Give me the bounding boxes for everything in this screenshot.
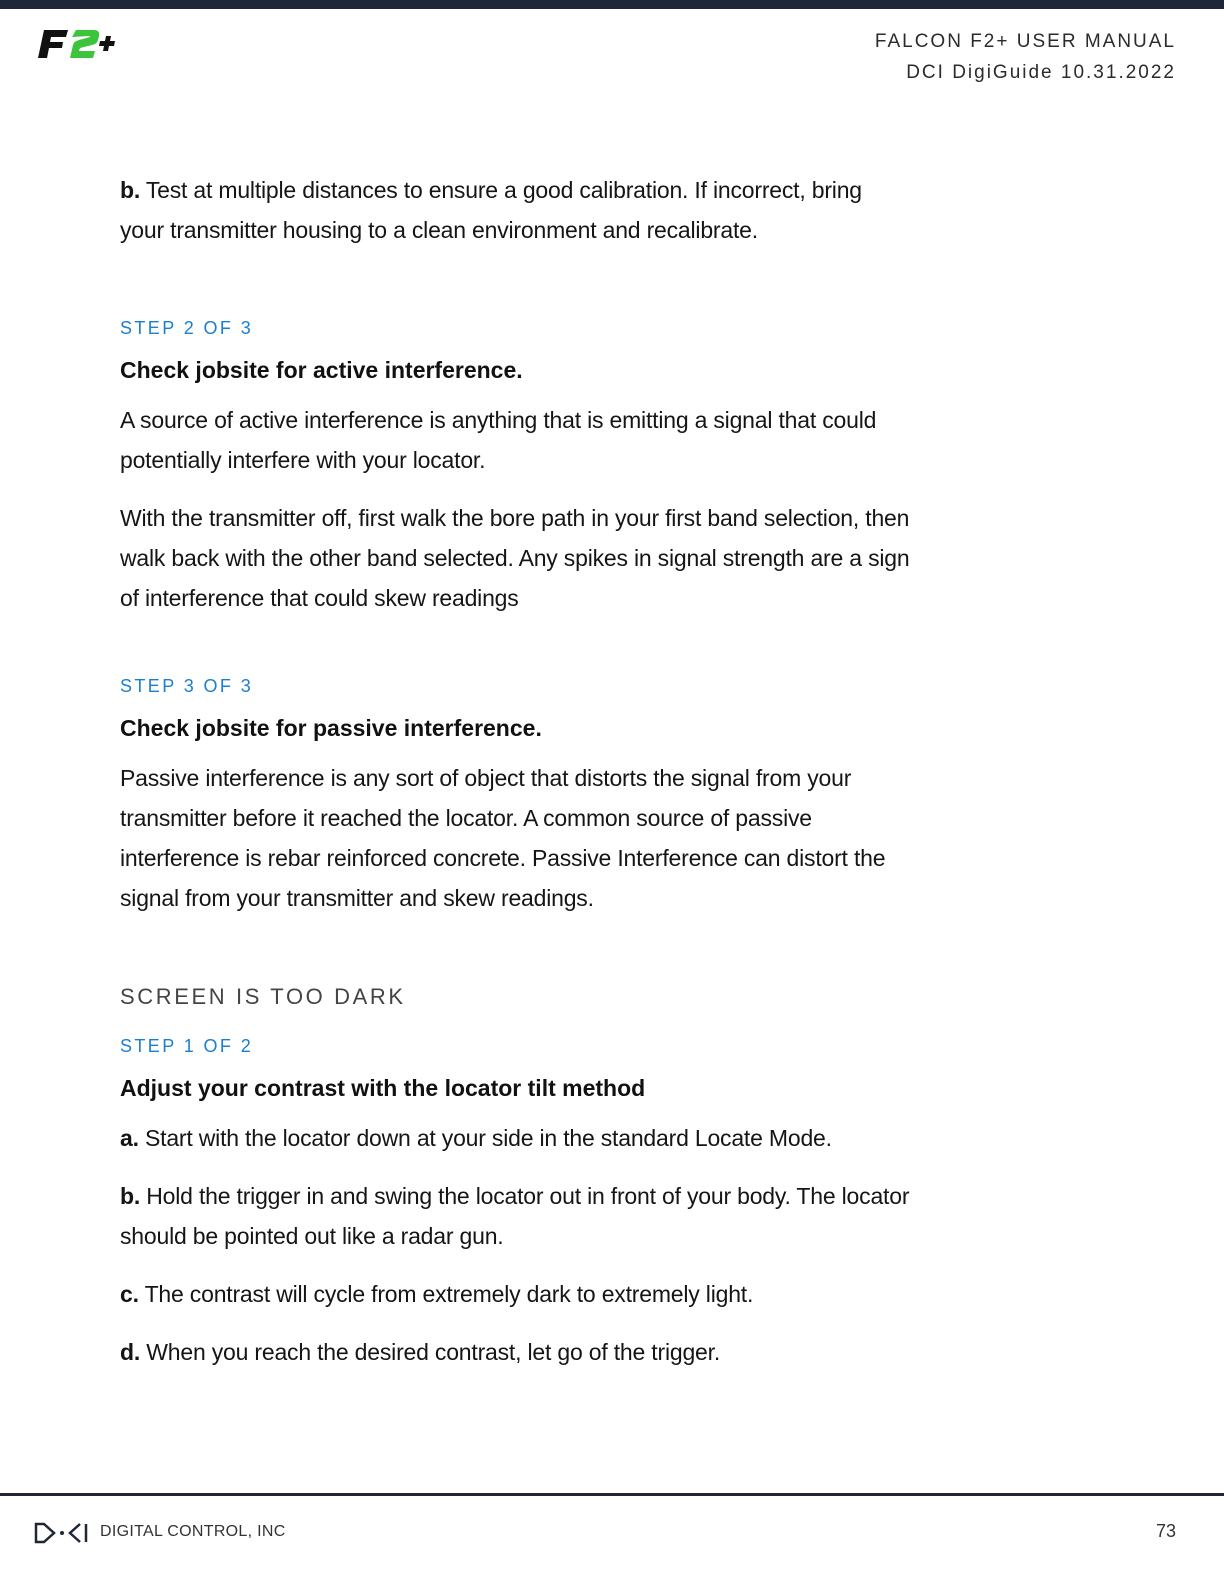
- step-3-paragraph: Passive interference is any sort of object that distorts the signal from your transmitter before it reached the locator. A common source of passive interference is rebar reinforced concrete. Passive Interference can distort the signal from your transmitter and skew readings.: [120, 765, 886, 911]
- step-3-heading: Check jobsite for passive interference.: [120, 715, 542, 741]
- step-1-heading: Adjust your contrast with the locator tilt method: [120, 1075, 646, 1101]
- page-content: [120, 170, 910, 1372]
- step-2-paragraph-1: A source of active interference is anything that is emitting a signal that could potentially interfere with your locator.: [120, 407, 877, 473]
- list-item: [120, 1176, 910, 1256]
- footer-company: DIGITAL CONTROL, INC: [100, 1523, 286, 1540]
- step-3-label: STEP 3 OF 3: [120, 676, 254, 696]
- item-label: b.: [120, 177, 141, 203]
- manual-title: FALCON F2+ USER MANUAL: [874, 31, 1176, 52]
- step-1-label: STEP 1 OF 2: [120, 1036, 254, 1056]
- item-text: When you reach the desired contrast, let go of the trigger.: [146, 1339, 721, 1365]
- step-2-paragraph-2: With the transmitter off, first walk the bore path in your first band selection, then walk back with the other band selected. Any spikes in signal strength are a sign of interference that could skew readings: [120, 505, 910, 611]
- step-2-heading: Check jobsite for active interference.: [120, 357, 523, 383]
- item-label: c.: [120, 1281, 139, 1307]
- item-label: d.: [120, 1339, 141, 1365]
- section-title: SCREEN IS TOO DARK: [120, 984, 406, 1009]
- calibration-paragraph: [120, 170, 910, 250]
- footer-divider: [0, 1493, 1224, 1496]
- item-text: Hold the trigger in and swing the locator out in front of your body. The locator should be pointed out like a radar gun.: [120, 1183, 910, 1249]
- dci-logo-icon: [34, 1522, 90, 1544]
- list-item: [120, 1274, 910, 1314]
- item-label: b.: [120, 1183, 141, 1209]
- item-text: Test at multiple distances to ensure a good calibration. If incorrect, bring your transmitter housing to a clean environment and recalibrate.: [120, 177, 862, 243]
- item-text: Start with the locator down at your side in the standard Locate Mode.: [145, 1125, 832, 1151]
- header: [875, 26, 1176, 88]
- step-2-label: STEP 2 OF 3: [120, 318, 254, 338]
- list-item: [120, 1118, 910, 1158]
- item-text: The contrast will cycle from extremely dark to extremely light.: [144, 1281, 754, 1307]
- manual-subtitle: DCI DigiGuide 10.31.2022: [906, 62, 1176, 83]
- top-bar: [0, 0, 1224, 9]
- item-label: a.: [120, 1125, 139, 1151]
- list-item: [120, 1332, 910, 1372]
- f2-plus-logo: [34, 24, 126, 60]
- page-number: 73: [1155, 1521, 1176, 1541]
